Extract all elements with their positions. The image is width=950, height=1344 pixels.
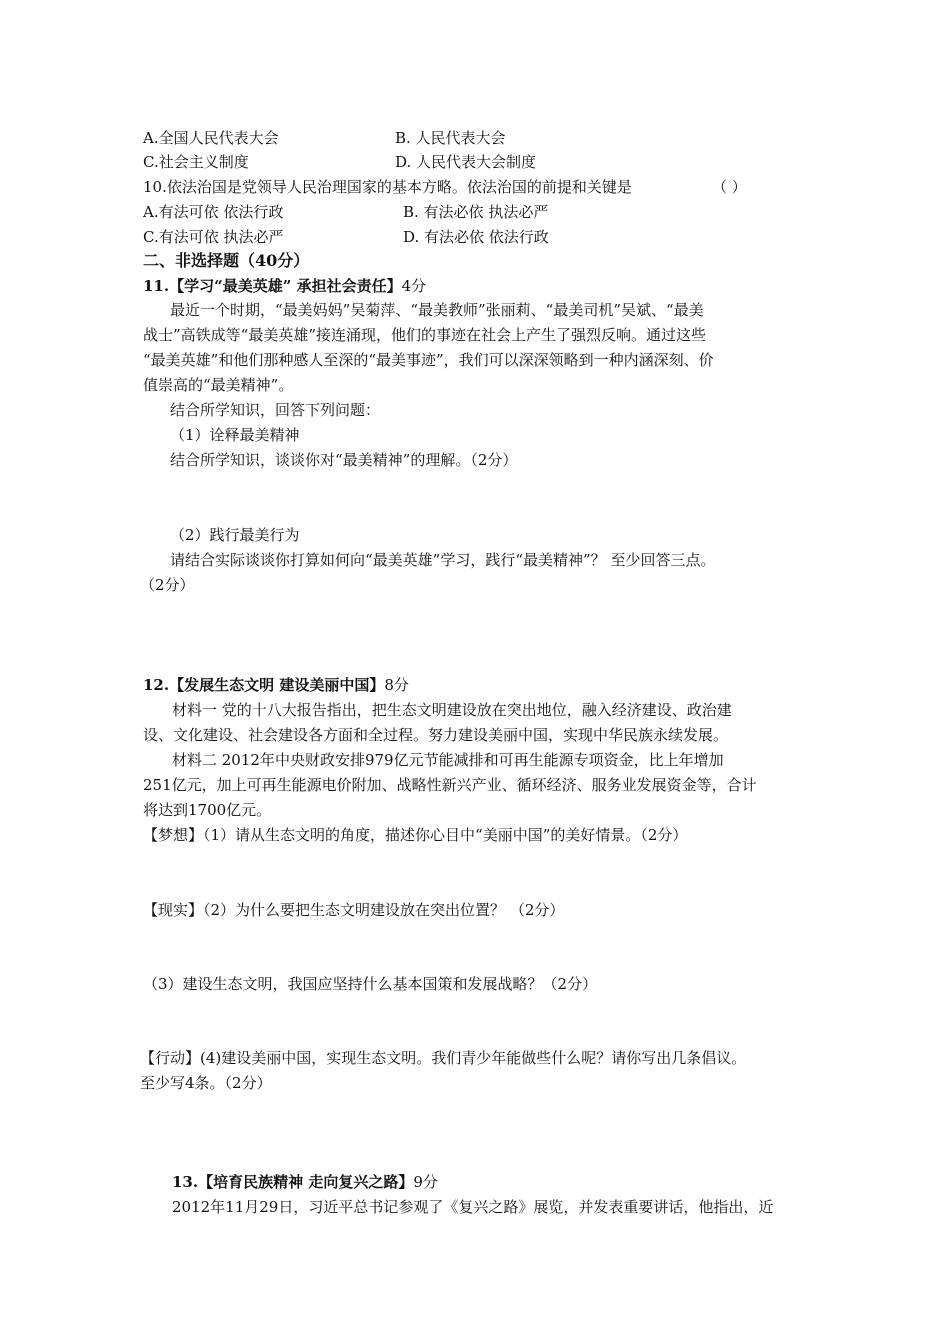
q9-option-a: A.全国人民代表大会	[143, 129, 279, 147]
q10-answer-blank: （ ）	[712, 178, 747, 196]
section-heading: 二、非选择题（40分）	[143, 251, 310, 270]
q11-heading	[143, 276, 426, 296]
q9-option-c: C.社会主义制度	[143, 153, 249, 171]
q12-question-2: 【现实】（2）为什么要把生态文明建设放在突出位置？ （2分）	[143, 901, 565, 919]
q11-intro: 结合所学知识，回答下列问题：	[170, 401, 381, 419]
q9-option-d: D. 人民代表大会制度	[395, 153, 537, 171]
q11-sub2-title: （2）践行最美行为	[170, 526, 300, 544]
q11-title: 11.【学习“最美英雄” 承担社会责任】	[143, 277, 402, 295]
q12-question-4: 【行动】(4)建设美丽中国，实现生态文明。我们青少年能做些什么呢？请你写出几条倡议。	[140, 1049, 747, 1067]
q12-question-1: 【梦想】（1）请从生态文明的角度，描述你心目中“美丽中国”的美好情景。（2分）	[143, 826, 688, 844]
q10-option-d: D. 有法必依 依法行政	[403, 228, 549, 246]
q12-material2-line: 251亿元，加上可再生能源电价附加、战略性新兴产业、循环经济、服务业发展资金等，合计	[143, 776, 757, 794]
q11-paragraph-line: 最近一个时期，“最美妈妈”吴菊萍、“最美教师”张丽莉、“最美司机”吴斌、“最美	[170, 301, 704, 319]
q13-score: 9分	[413, 1173, 438, 1191]
q12-question-3: （3）建设生态文明，我国应坚持什么基本国策和发展战略？（2分）	[143, 975, 598, 993]
q12-score: 8分	[384, 676, 409, 694]
q11-sub2-question: 请结合实际谈谈你打算如何向“最美英雄”学习，践行“最美精神”？ 至少回答三点。	[170, 551, 716, 569]
q13-heading	[172, 1172, 438, 1192]
q11-paragraph-line: 战士”高铁成等“最美英雄”接连涌现，他们的事迹在社会上产生了强烈反响。通过这些	[143, 326, 707, 344]
q12-material2-line: 材料二 2012年中央财政安排979亿元节能减排和可再生能源专项资金，比上年增加	[172, 751, 724, 769]
q12-material1-line: 设、文化建设、社会建设各方面和全过程。努力建设美丽中国，实现中华民族永续发展。	[143, 726, 729, 744]
q11-paragraph-line: 值崇高的“最美精神”。	[143, 376, 294, 394]
q12-material2-line: 将达到1700亿元。	[143, 801, 272, 819]
q10-option-b: B. 有法必依 执法必严	[403, 203, 549, 221]
q11-sub2-score: （2分）	[140, 576, 195, 594]
q9-option-b: B. 人民代表大会	[395, 129, 506, 147]
q12-question-4-continued: 至少写4条。（2分）	[140, 1074, 272, 1092]
q11-score: 4分	[401, 277, 427, 295]
q10-stem: 10.依法治国是党领导人民治理国家的基本方略。依法治国的前提和关键是	[143, 178, 632, 196]
q13-title: 13.【培育民族精神 走向复兴之路】	[172, 1173, 414, 1191]
q11-paragraph-line: “最美英雄”和他们那种感人至深的“最美事迹”，我们可以深深领略到一种内涵深刻、价	[143, 351, 714, 369]
q13-text: 2012年11月29日，习近平总书记参观了《复兴之路》展览，并发表重要讲话，他指出，近	[172, 1198, 774, 1216]
q10-option-c: C.有法可依 执法必严	[143, 228, 284, 246]
q11-sub1-question: 结合所学知识，谈谈你对“最美精神”的理解。（2分）	[170, 451, 518, 469]
q12-heading	[143, 675, 409, 695]
q10-option-a: A.有法可依 依法行政	[143, 203, 284, 221]
q12-material1-line: 材料一 党的十八大报告指出，把生态文明建设放在突出地位，融入经济建设、政治建	[172, 701, 732, 719]
q12-title: 12.【发展生态文明 建设美丽中国】	[143, 676, 385, 694]
q11-sub1-title: （1）诠释最美精神	[170, 426, 300, 444]
